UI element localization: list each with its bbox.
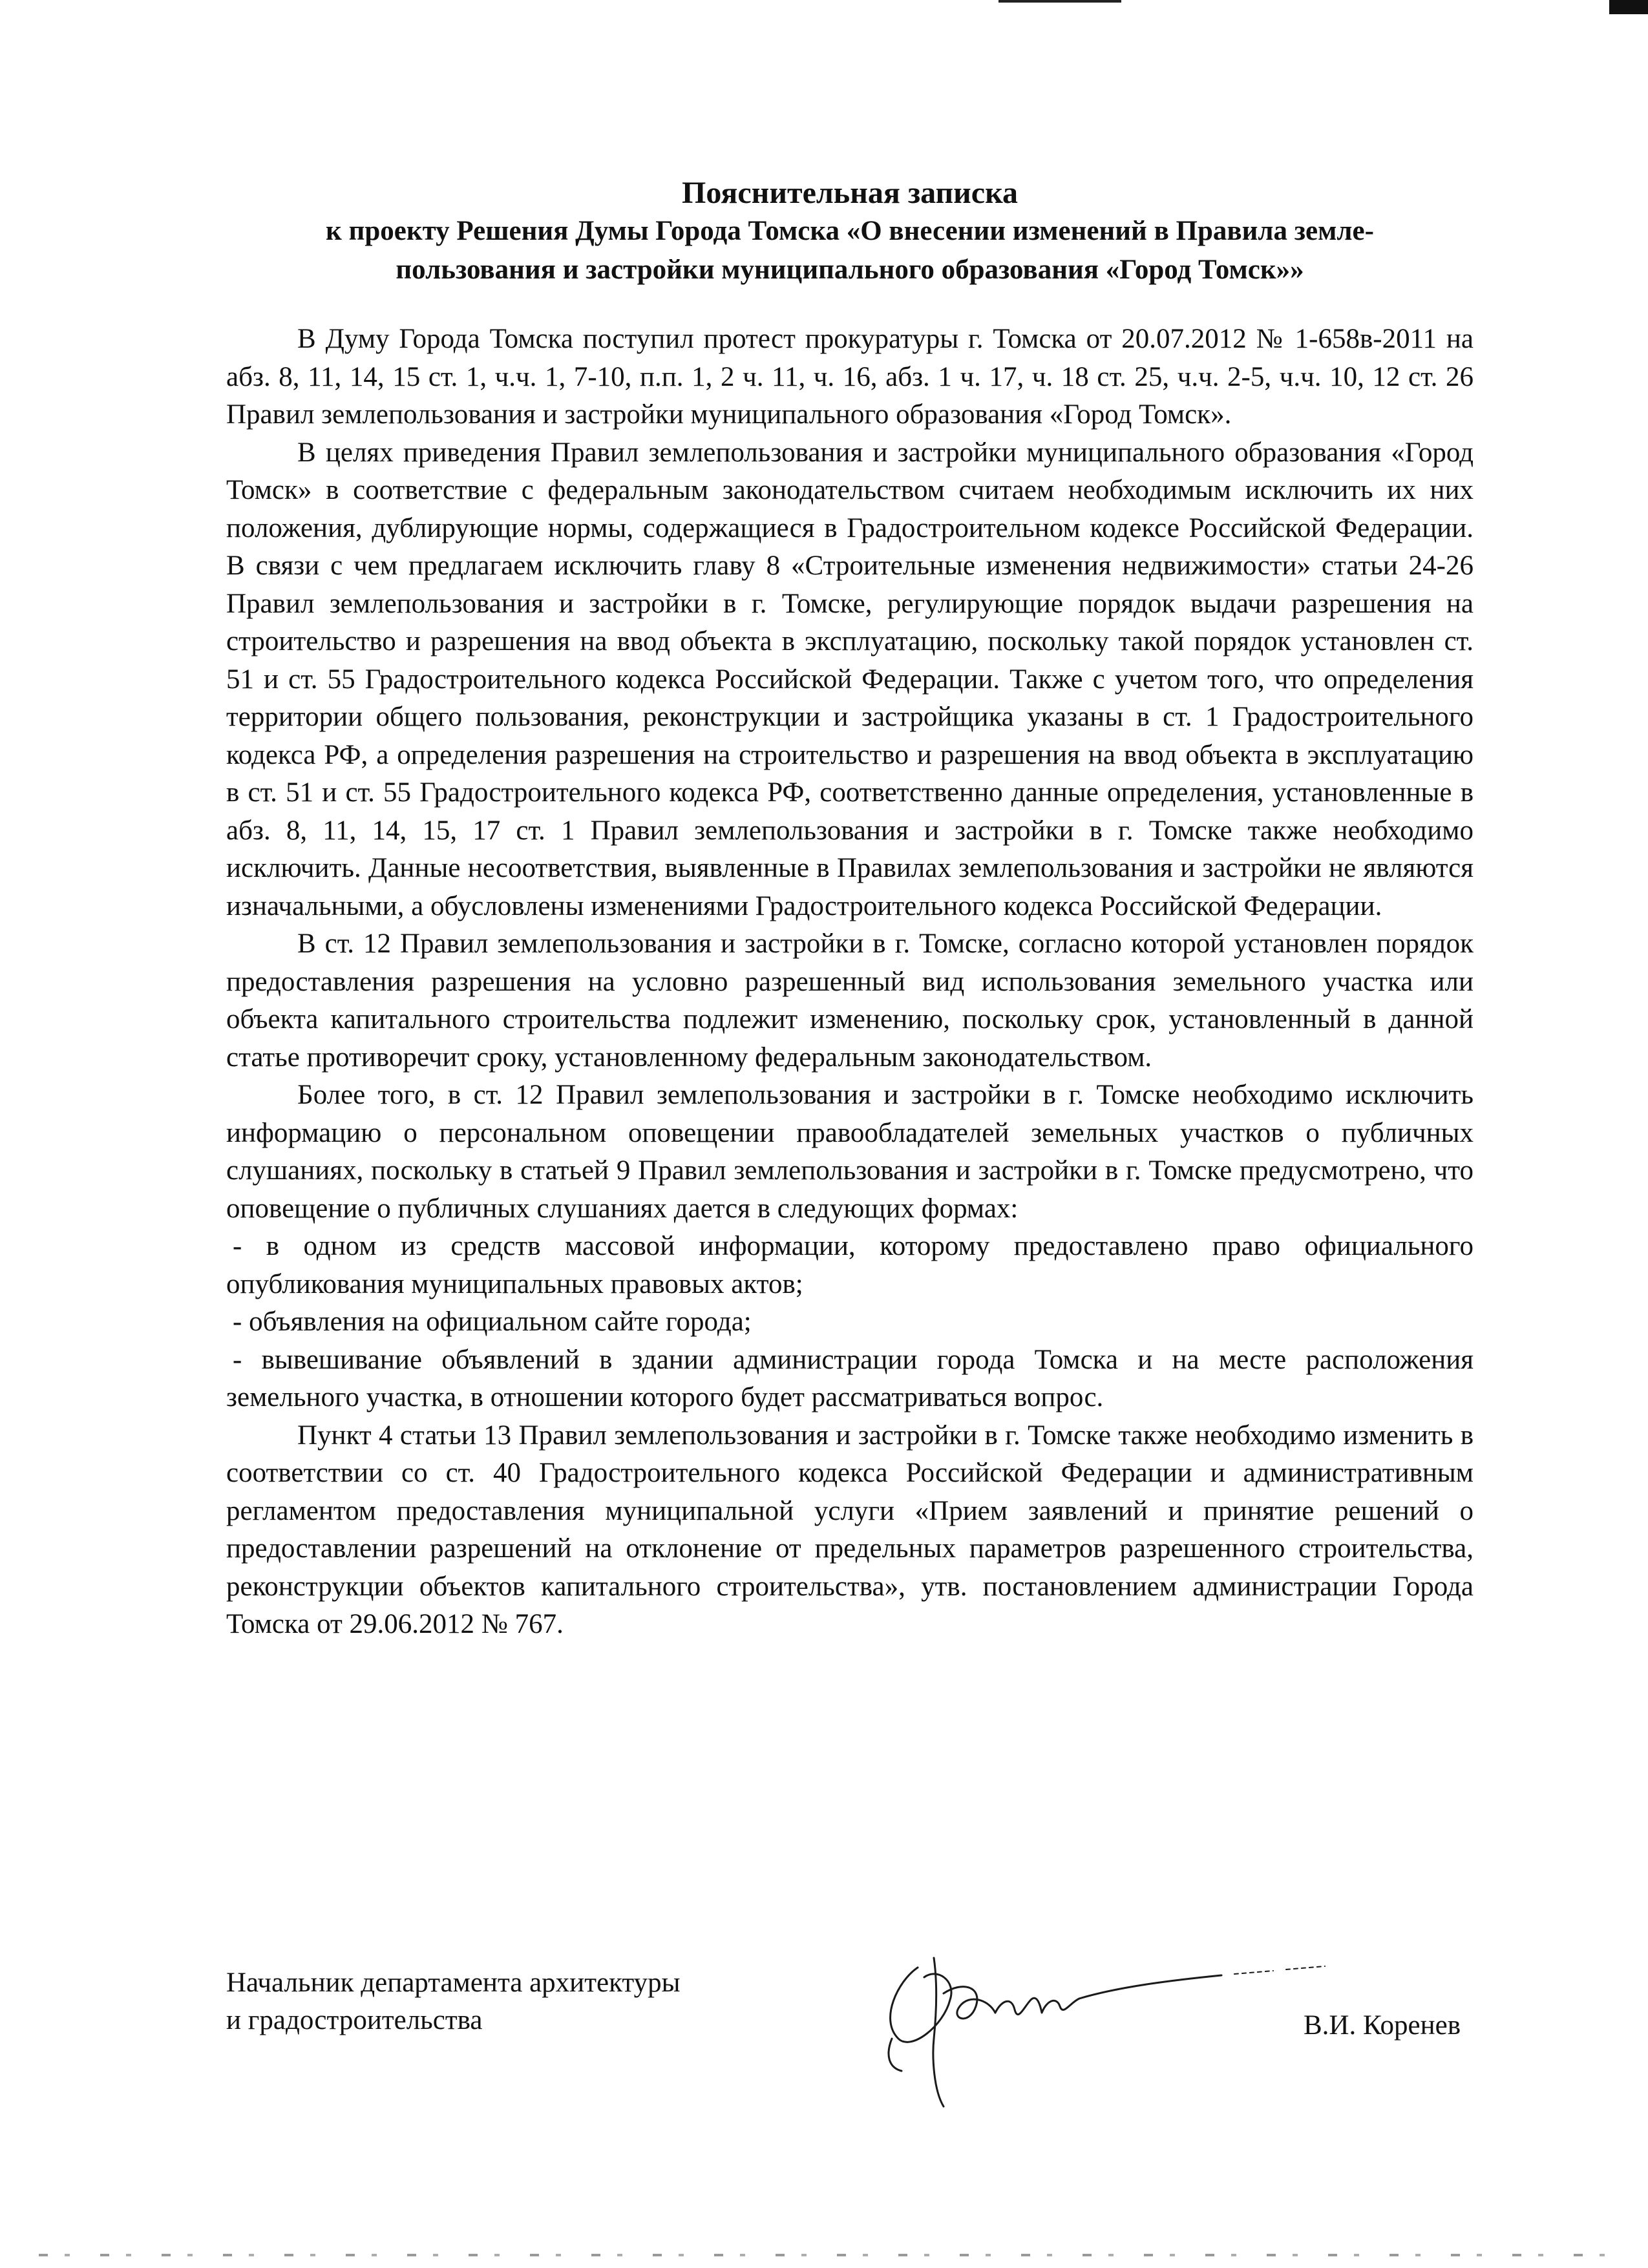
paragraph-article-13: Пункт 4 статьи 13 Правил землепользования и застройки в г. Томске также необходимо изменить в соответствии со ст. 40 Градостроительного кодекса Российской Федерации и административным регламентом предоставления муниципальной услуги «Прием заявлений и принятие решений о предоставлении разрешений на отклонение от предельных параметров разрешенного строительства, реконструкции объектов капитального строительства», утв. постановлением администрации Города Томска от 29.06.2012 № 767. [226, 1420, 1474, 1639]
paragraph-article-12: В ст. 12 Правил землепользования и застройки в г. Томске, согласно которой установлен порядок предоставления разрешения на условно разрешенный вид использования земельного участка или объекта капитального строительства подлежит изменению, поскольку срок, установленный в данной статье противоречит сроку, установленному федеральным законодательством. [226, 929, 1474, 1073]
signature-block [226, 1964, 1474, 2126]
subtitle-line-1: к проекту Решения Думы Города Томска «О внесении изменений в Правила земле- [326, 216, 1374, 246]
list-item-media: - в одном из средств массовой информации, которому предоставлено право официального опубликования муниципальных правовых актов; [226, 1231, 1474, 1299]
subtitle-line-2: пользования и застройки муниципального образования «Город Томск»» [396, 255, 1304, 285]
list-item-posting: - вывешивание объявлений в здании администрации города Томска и на месте расположения земельного участка, в отношении которого будет рассматриваться вопрос. [226, 1344, 1474, 1412]
handwritten-signature-icon [872, 1942, 1338, 2116]
paragraph-notification: Более того, в ст. 12 Правил землепользования и застройки в г. Томске необходимо исключить информацию о персональном оповещении правообладателей земельных участков о публичных слушаниях, поскольку в статьей 9 Правил землепользования и застройки в г. Томске предусмотрено, что оповещение о публичных слушаниях дается в следующих формах: [226, 1080, 1474, 1224]
scan-artifact-bottom [39, 2254, 1609, 2256]
scan-artifact-top [998, 0, 1121, 3]
list-item-website: - объявления на официальном сайте города; [233, 1307, 752, 1337]
signatory-position: Начальник департамента архитектуры и градостроительства [226, 1968, 681, 2035]
document-title: Пояснительная записка [681, 176, 1019, 210]
document-body [226, 155, 1474, 1644]
scan-artifact-corner [1609, 0, 1648, 14]
signatory-name: В.И. Коренев [1303, 2010, 1461, 2041]
paragraph-compliance: В целях приведения Правил землепользования и застройки муниципального образования «Город Томск» в соответствие с федеральным законодательством считаем необходимым исключить их них положения, дублирующие нормы, содержащиеся в Градостроительном кодексе Российской Федерации. В связи с чем предлагаем исключить главу 8 «Строительные изменения недвижимости» статьи 24-26 Правил землепользования и застройки в г. Томске, регулирующие порядок выдачи разрешения на строительство и разрешения на ввод объекта в эксплуатацию, поскольку такой порядок установлен ст. 51 и ст. 55 Градостроительного кодекса Российской Федерации. Также с учетом того, что определения территории общего пользования, реконструкции и застройщика указаны в ст. 1 Градостроительного кодекса РФ, а определения разрешения на строительство и разрешения на ввод объекта в эксплуатацию в ст. 51 и ст. 55 Градостроительного кодекса РФ, соответственно данные определения, установленные в абз. 8, 11, 14, 15, 17 ст. 1 Правил землепользования и застройки в г. Томске также необходимо исключить. Данные несоответствия, выявленные в Правилах землепользования и застройки не являются изначальными, а обусловлены изменениями Градостроительного кодекса Российской Федерации. [226, 437, 1474, 921]
paragraph-protest: В Думу Города Томска поступил протест прокуратуры г. Томска от 20.07.2012 № 1-658в-2011 на абз. 8, 11, 14, 15 ст. 1, ч.ч. 1, 7-10, п.п. 1, 2 ч. 11, ч. 16, абз. 1 ч. 17, ч. 18 ст. 25, ч.ч. 2-5, ч.ч. 10, 12 ст. 26 Правил землепользования и застройки муниципального образования «Город Томск». [226, 324, 1474, 430]
document-subtitle [226, 212, 1474, 289]
